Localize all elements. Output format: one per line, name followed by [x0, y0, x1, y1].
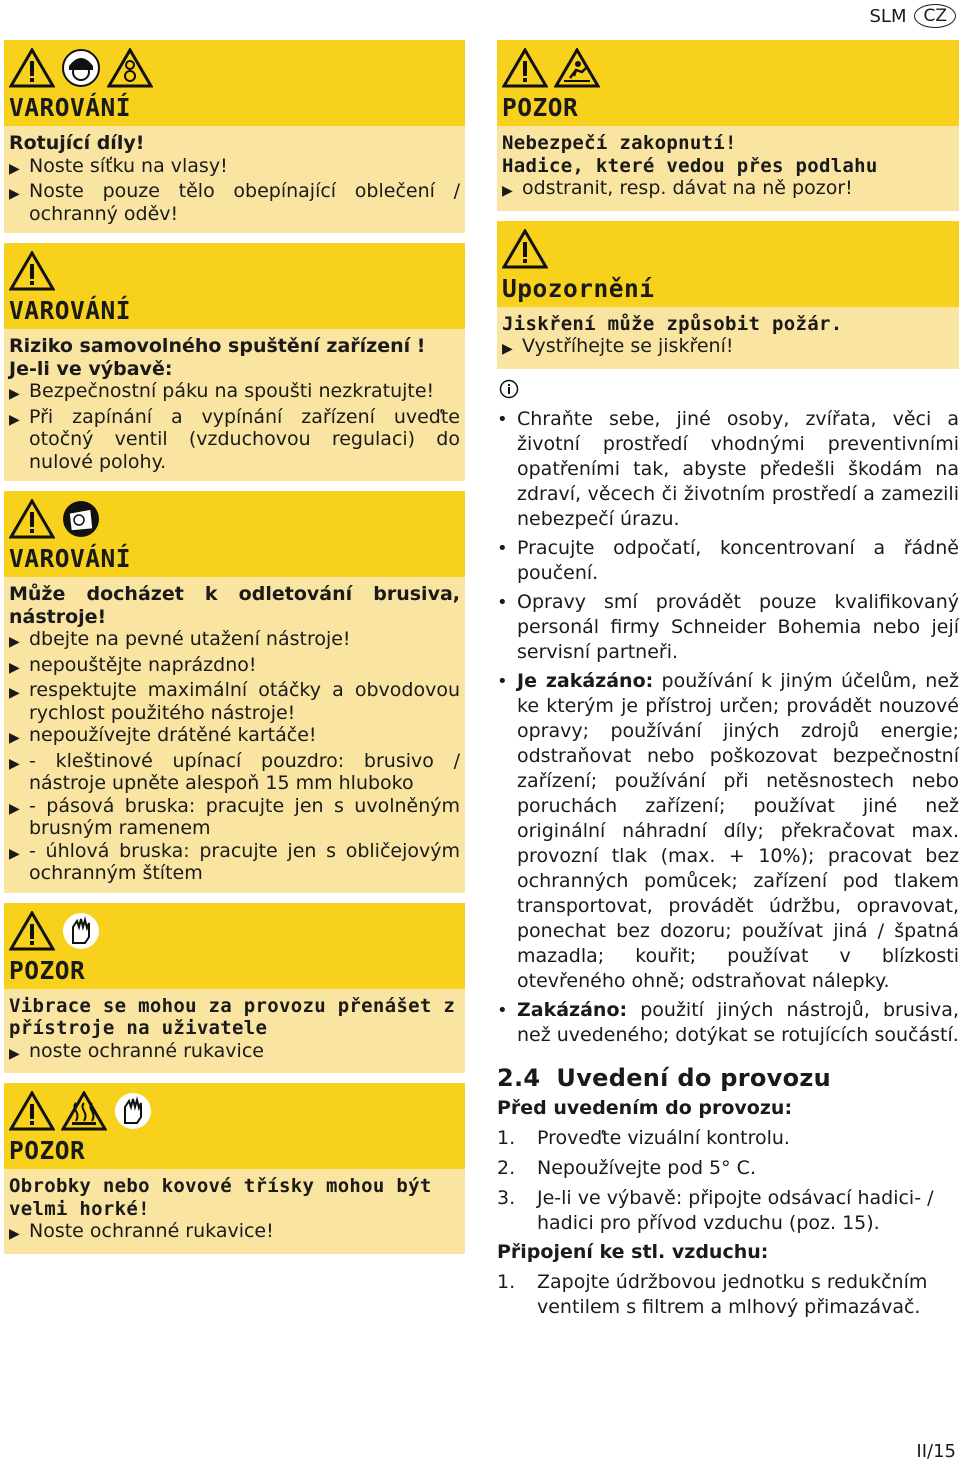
warning-item: Noste ochranné rukavice!: [29, 1220, 274, 1242]
face-shield-icon: [61, 499, 101, 539]
step-item: 1. Zapojte údržbovou jednotku s redukčním ventilem s filtrem a mlhový přimazávač.: [497, 1270, 928, 1318]
step-item: 2. Nepoužívejte pod 5° C.: [497, 1156, 756, 1179]
page-header: [869, 4, 956, 28]
arrow-icon: ▶: [9, 386, 20, 402]
warning-item: Noste pouze tělo obepínající oblečení / ochranný oděv!: [29, 180, 460, 225]
section-number: 2.4: [497, 1063, 541, 1092]
warning-triangle-icon: [9, 499, 55, 539]
warning-heading: Nebezpečí zakopnutí!: [502, 132, 737, 154]
warning-box-flying-parts: [4, 491, 465, 893]
warning-heading: Může docházet k odletování brusiva, nástroje!: [9, 583, 460, 628]
warning-heading: Jiskření může způsobit požár.: [502, 312, 843, 335]
info-icon: [499, 379, 959, 403]
gloves-icon: [61, 911, 101, 951]
warning-box-title: POZOR: [502, 93, 579, 122]
warning-item: Bezpečnostní páku na spoušti nezkratujte!: [29, 380, 435, 402]
warning-item: nepoužívejte drátěné kartáče!: [29, 724, 317, 746]
warning-item: dbejte na pevné utažení nástroje!: [29, 628, 351, 650]
arrow-icon: ▶: [9, 186, 20, 202]
arrow-icon: ▶: [502, 341, 513, 357]
info-item: • Opravy smí provádět pouze kvalifikovaný personál firmy Schneider Bohemia nebo její servisní partneři.: [497, 590, 959, 663]
warning-box-header: [497, 221, 959, 307]
warning-item: - kleštinové upínací pouzdro: brusivo / nástroje upněte alespoň 15 mm hluboko: [29, 749, 460, 794]
info-item: • Zakázáno: použití jiných nástrojů, brusiva, než uvedeného; dotýkat se rotujících součástí.: [497, 998, 959, 1046]
hairnet-icon: [61, 48, 101, 88]
warning-heading: Riziko samovolného spuštění zařízení !: [9, 335, 426, 357]
warning-box-unintended-start: [4, 243, 465, 481]
hot-surface-icon: [61, 1091, 107, 1131]
arrow-icon: ▶: [9, 1226, 20, 1242]
warning-heading: Hadice, které vedou přes podlahu: [502, 154, 878, 177]
warning-box-header: [4, 40, 465, 126]
model-label: SLM: [869, 5, 907, 27]
warning-triangle-icon: [9, 251, 55, 291]
warning-triangle-icon: [9, 1091, 55, 1131]
arrow-icon: ▶: [9, 160, 20, 177]
arrow-icon: ▶: [9, 1045, 20, 1062]
warning-item: Při zapínání a vypínání zařízení uveďte otočný ventil (vzduchovou regulaci) do nulové polohy.: [29, 405, 460, 473]
arrow-icon: ▶: [9, 730, 20, 746]
arrow-icon: ▶: [9, 634, 20, 650]
info-item: • Pracujte odpočatí, koncentrovaní a řádně poučení.: [497, 536, 959, 584]
right-column: [497, 40, 959, 1320]
arrow-icon: ▶: [9, 685, 20, 701]
arrow-icon: ▶: [9, 755, 20, 772]
warning-item: Noste síťku na vlasy!: [29, 154, 228, 177]
warning-heading: Rotující díly!: [9, 132, 145, 154]
warning-box-title: POZOR: [9, 1136, 86, 1165]
section-title: Uvedení do provozu: [556, 1063, 832, 1092]
info-item: • Chraňte sebe, jiné osoby, zvířata, věci a životní prostředí vhodnými preventivními opatřeními tak, abyste předešli škodám na zdraví, věcech či životním prostředí a zamezili nebezpečí úrazu.: [497, 407, 959, 530]
warning-triangle-icon: [502, 48, 548, 88]
warning-box-header: [4, 243, 465, 329]
caution-box-vibration: [4, 903, 465, 1074]
warning-heading: Vibrace se mohou za provozu přenášet z přístroje na uživatele: [9, 994, 456, 1039]
arrow-icon: ▶: [502, 183, 513, 199]
warning-box-header: [4, 1083, 465, 1169]
arrow-icon: ▶: [9, 411, 20, 428]
warning-box-header: [4, 491, 465, 577]
step-item: 3. Je-li ve výbavě: připojte odsávací hadici- / hadici pro přívod vzduchu (poz. 15).: [497, 1186, 934, 1234]
arrow-icon: ▶: [9, 845, 20, 862]
section-heading: [497, 1064, 959, 1092]
warning-item: Vystříhejte se jiskření!: [522, 335, 734, 357]
warning-item: - pásová bruska: pracujte jen s uvolněným brusným ramenem: [29, 794, 460, 839]
subsection-title: Připojení ke stl. vzduchu:: [497, 1240, 769, 1263]
caution-box-hot-parts: [4, 1083, 465, 1254]
warning-subheading: Je-li ve výbavě:: [9, 357, 173, 380]
warning-triangle-icon: [502, 229, 548, 269]
subsection-title: Před uvedením do provozu:: [497, 1096, 793, 1119]
warning-item: respektujte maximální otáčky a obvodovou rychlost použitého nástroje!: [29, 679, 460, 724]
warning-item: noste ochranné rukavice: [29, 1039, 264, 1062]
warning-item: - úhlová bruska: pracujte jen s obličejovým ochranným štítem: [29, 839, 460, 884]
caution-box-tripping: [497, 40, 959, 211]
warning-triangle-icon: [9, 48, 55, 88]
warning-box-title: VAROVÁNÍ: [9, 544, 132, 573]
step-item: 1. Proveďte vizuální kontrolu.: [497, 1126, 790, 1149]
arrow-icon: ▶: [9, 659, 20, 676]
notice-box-sparks: [497, 221, 959, 369]
warning-box-title: POZOR: [9, 955, 86, 985]
language-badge: CZ: [914, 4, 956, 28]
left-column: [4, 40, 465, 1264]
warning-box-rotating-parts: [4, 40, 465, 233]
warning-item: odstranit, resp. dávat na ně pozor!: [522, 177, 853, 199]
trip-hazard-icon: [554, 48, 600, 88]
gloves-icon: [113, 1091, 153, 1131]
warning-box-title: VAROVÁNÍ: [9, 93, 132, 122]
warning-box-header: [497, 40, 959, 126]
warning-box-header: [4, 903, 465, 989]
warning-heading: Obrobky nebo kovové třísky mohou být velmi horké!: [9, 1175, 432, 1220]
warning-item: nepouštějte naprázdno!: [29, 653, 257, 676]
warning-triangle-icon: [9, 911, 55, 951]
info-item: • Je zakázáno: používání k jiným účelům, než ke kterým je přístroj určen; provádět nouzové opravy; používání jiných zdrojů energie; odstraňovat nebo poškozovat bezpečnostní zařízení; používání při netěsnostech nebo poruchách zařízení; používat jiné než originální náhradní díly; překračovat max. provozní tlak (max. + 10%); pracovat bez ochranných pomůcek; zařízení pod tlakem transportovat, provádět údržbu, opravovat, ponechat bez dozoru; používat jiná / špatná mazadla; kouřit; používat v blízkosti otevřeného ohně; odstraňovat nálepky.: [497, 669, 960, 992]
arrow-icon: ▶: [9, 800, 20, 817]
warning-box-title: VAROVÁNÍ: [9, 296, 132, 325]
close-fitting-clothing-icon: [107, 48, 153, 88]
page-number: II/15: [916, 1441, 956, 1462]
warning-box-title: Upozornění: [502, 273, 655, 303]
info-section: [497, 379, 959, 1048]
